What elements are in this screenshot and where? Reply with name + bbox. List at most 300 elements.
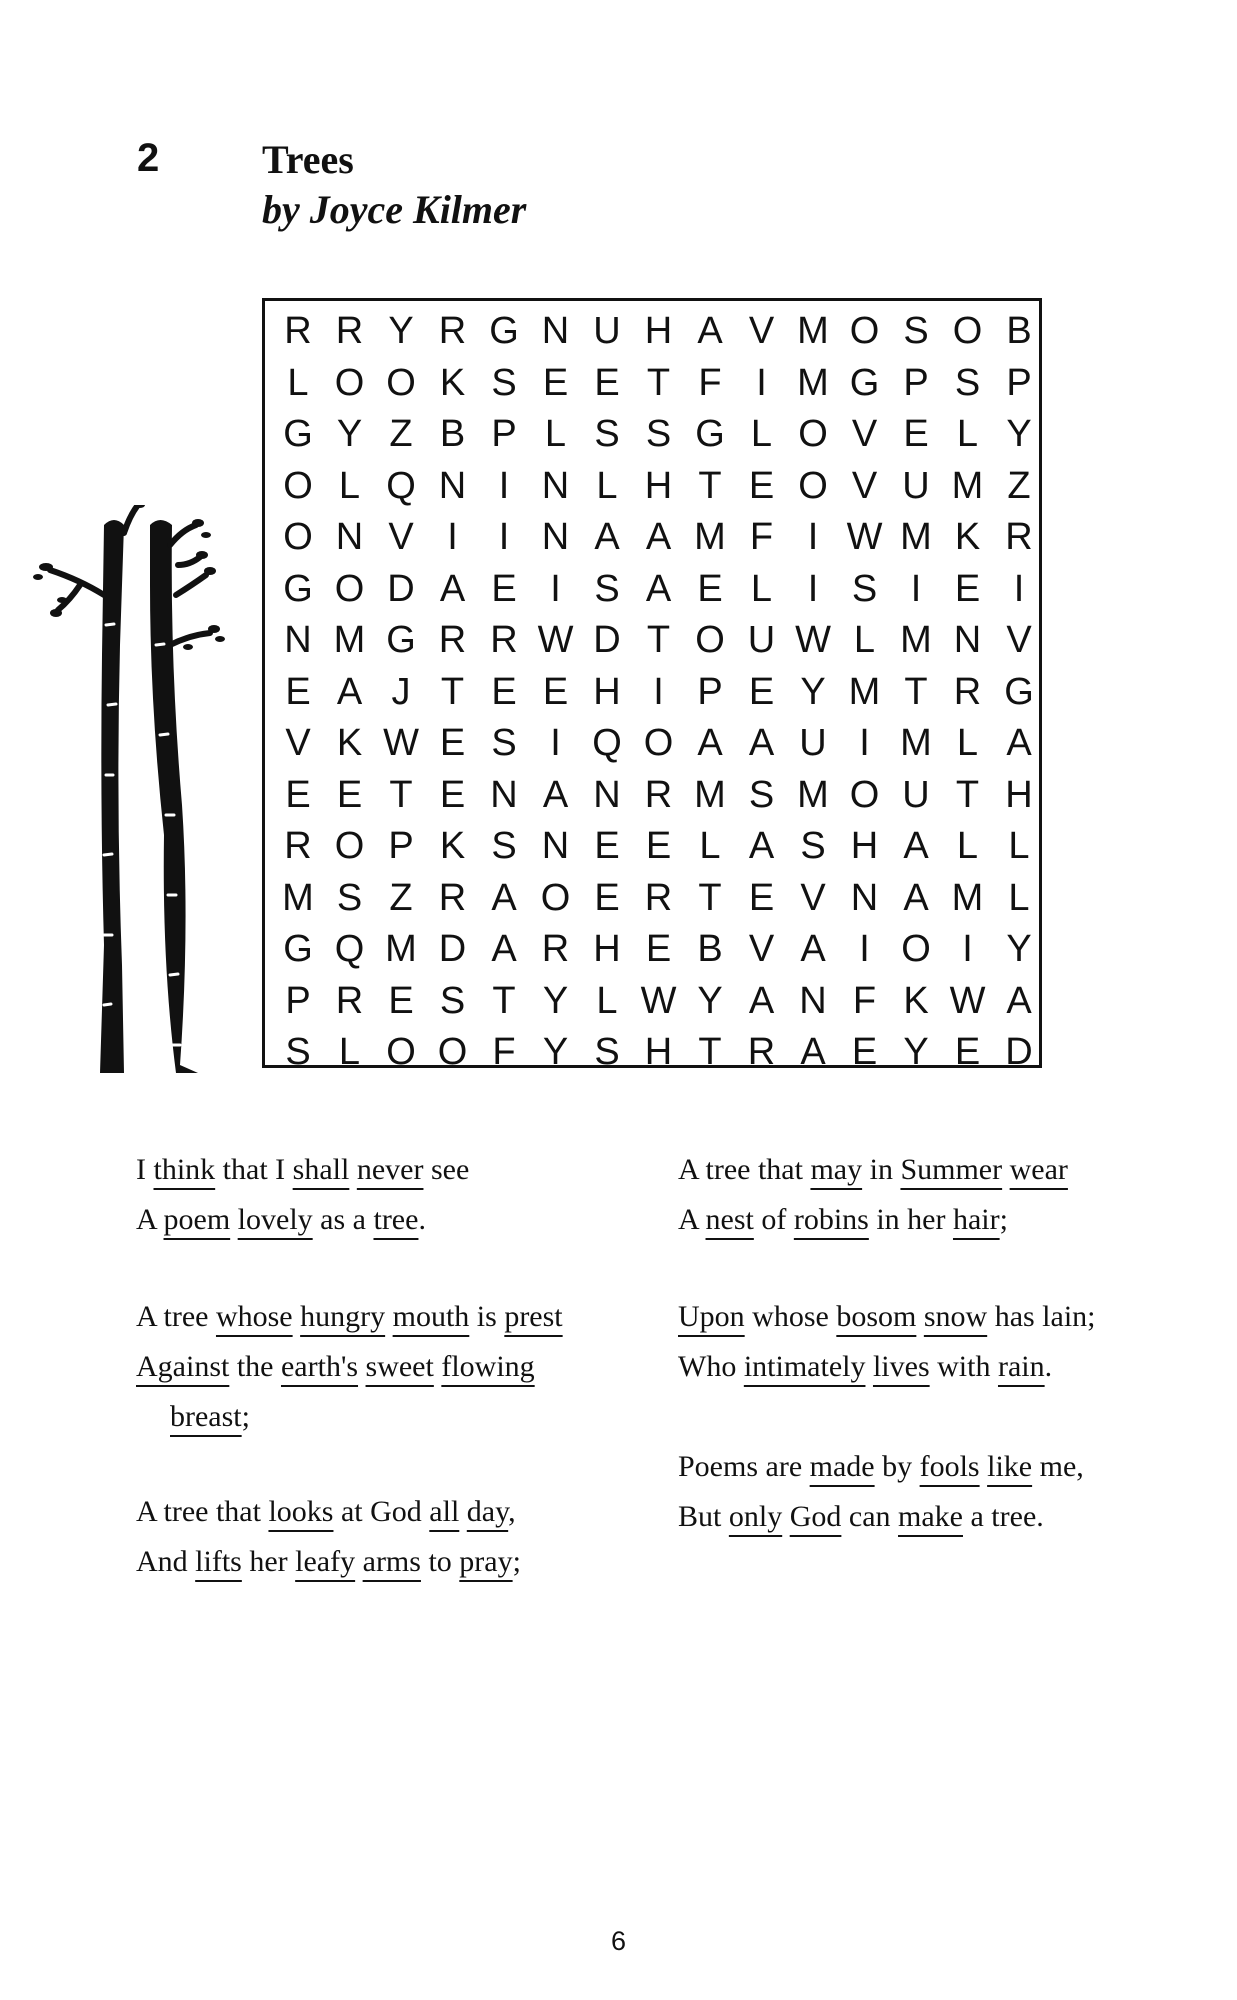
grid-cell: L — [596, 979, 618, 1022]
grid-cell: L — [338, 1031, 361, 1073]
stanza-3 — [136, 1487, 521, 1587]
grid-cell: N — [541, 310, 570, 352]
grid-cell: A — [645, 567, 672, 610]
grid-cell: R — [438, 876, 467, 919]
poem-line: A poem lovely as a tree. — [136, 1203, 426, 1236]
grid-cell: R — [438, 619, 467, 661]
grid-cell: E — [388, 979, 414, 1022]
grid-cell: R — [284, 825, 312, 867]
grid-cell: H — [593, 928, 621, 970]
hidden-word: made — [809, 1450, 875, 1483]
grid-cell: R — [644, 876, 673, 919]
grid-cell: R — [284, 310, 312, 352]
grid-row — [265, 460, 1039, 512]
grid-cell: E — [594, 876, 620, 919]
grid-row — [265, 820, 1039, 872]
grid-cell: A — [903, 876, 929, 919]
grid-cell: W — [795, 619, 831, 661]
grid-cell: U — [747, 619, 776, 661]
grid-cell: Y — [388, 310, 414, 352]
grid-cell: M — [333, 619, 366, 661]
grid-cell: E — [336, 773, 363, 816]
grid-cell: V — [285, 722, 311, 764]
grid-cell: G — [849, 361, 880, 404]
grid-cell: M — [694, 773, 726, 816]
grid-cell: E — [645, 928, 672, 970]
hidden-word: make — [898, 1500, 963, 1533]
grid-cell: G — [1004, 670, 1034, 713]
hidden-word: hair — [952, 1203, 1000, 1236]
grid-cell: V — [388, 516, 414, 558]
grid-cell: S — [594, 1031, 620, 1073]
grid-cell: V — [851, 464, 878, 507]
grid-cell: H — [644, 1031, 673, 1073]
grid-cell: N — [335, 516, 364, 558]
grid-cell: M — [951, 876, 984, 919]
grid-cell: D — [1005, 1031, 1033, 1073]
hidden-word: rain — [997, 1350, 1045, 1383]
grid-cell: E — [748, 464, 775, 507]
grid-cell: A — [1006, 979, 1032, 1022]
stanza-4 — [678, 1145, 1068, 1245]
grid-cell: I — [550, 567, 561, 610]
grid-cell: E — [645, 825, 672, 867]
grid-cell: N — [438, 464, 467, 507]
hidden-word: poem — [163, 1203, 231, 1236]
grid-cell: S — [491, 361, 517, 404]
grid-cell: E — [594, 825, 620, 867]
grid-cell: O — [334, 361, 365, 404]
grid-cell: P — [285, 979, 311, 1022]
grid-cell: V — [1006, 619, 1032, 661]
grid-cell: D — [438, 928, 467, 970]
grid-cell: S — [285, 1031, 311, 1073]
page-number: 6 — [610, 1926, 627, 1956]
grid-cell: E — [851, 1031, 878, 1073]
grid-cell: A — [748, 825, 775, 867]
grid-cell: W — [640, 979, 677, 1022]
grid-cell: M — [848, 670, 881, 713]
hidden-word: God — [789, 1500, 842, 1533]
hidden-word: shall — [292, 1153, 350, 1186]
grid-cell: E — [542, 361, 569, 404]
grid-cell: F — [749, 516, 774, 558]
grid-cell: L — [338, 464, 361, 507]
grid-cell: T — [646, 619, 671, 661]
grid-cell: R — [438, 310, 467, 352]
grid-cell: L — [544, 413, 567, 455]
poem-line: A tree that may in Summer wear — [678, 1153, 1068, 1186]
hidden-word: Against — [136, 1350, 230, 1383]
grid-cell: O — [386, 1031, 416, 1073]
grid-cell: Q — [386, 464, 416, 507]
grid-cell: V — [748, 928, 775, 970]
grid-cell: A — [542, 773, 569, 816]
poem-line: Against the earth's sweet flowing — [136, 1350, 535, 1383]
poem-title: Trees — [262, 137, 354, 182]
grid-cell: N — [541, 464, 570, 507]
grid-cell: E — [285, 773, 311, 816]
grid-cell: L — [956, 722, 979, 764]
grid-cell: L — [1008, 876, 1030, 919]
grid-cell: A — [645, 516, 672, 558]
grid-cell: N — [490, 773, 518, 816]
grid-cell: M — [797, 361, 829, 404]
grid-cell: T — [698, 1031, 722, 1073]
grid-cell: A — [594, 516, 620, 558]
grid-cell: K — [903, 979, 929, 1022]
poem-line: I think that I shall never see — [136, 1153, 470, 1186]
grid-cell: R — [335, 979, 364, 1022]
grid-cell: S — [748, 773, 775, 816]
grid-cell: W — [846, 516, 883, 558]
birch-trees-icon — [20, 505, 250, 1075]
grid-cell: P — [388, 825, 414, 867]
poem-line: A nest of robins in her hair; — [678, 1203, 1008, 1236]
hidden-word: robins — [793, 1203, 869, 1236]
grid-cell: M — [951, 464, 984, 507]
grid-cell: Z — [1007, 464, 1031, 507]
hidden-word: arms — [362, 1545, 421, 1578]
grid-cell: E — [439, 773, 466, 816]
hidden-word: nest — [705, 1203, 754, 1236]
grid-cell: S — [594, 413, 620, 455]
grid-cell: O — [849, 773, 880, 816]
grid-cell: L — [956, 413, 979, 455]
poem-line: Who intimately lives with rain. — [678, 1350, 1053, 1383]
grid-cell: T — [646, 361, 671, 404]
hidden-word: breast — [170, 1400, 242, 1433]
grid-cell: R — [1005, 516, 1033, 558]
grid-cell: N — [541, 516, 570, 558]
grid-cell: M — [797, 310, 829, 352]
grid-cell: O — [695, 619, 725, 661]
grid-cell: A — [336, 670, 363, 713]
grid-cell: W — [383, 722, 419, 764]
hidden-word: Upon — [678, 1300, 745, 1333]
hidden-word: whose — [215, 1300, 293, 1333]
grid-cell: E — [903, 413, 929, 455]
grid-cell: W — [949, 979, 986, 1022]
grid-cell: G — [283, 567, 313, 610]
grid-cell: L — [956, 825, 979, 867]
grid-row — [265, 923, 1039, 975]
grid-row — [265, 511, 1039, 563]
grid-cell: I — [447, 516, 458, 558]
hidden-word: only — [728, 1500, 783, 1533]
grid-cell: R — [490, 619, 518, 661]
puzzle-number: 2 — [137, 136, 160, 180]
grid-cell: A — [1006, 722, 1032, 764]
grid-row — [265, 614, 1039, 666]
grid-cell: I — [807, 516, 819, 558]
grid-cell: T — [904, 670, 928, 713]
grid-cell: L — [750, 567, 773, 610]
grid-cell: Q — [592, 722, 622, 764]
grid-cell: D — [387, 567, 415, 610]
grid-cell: M — [282, 876, 314, 919]
grid-cell: N — [284, 619, 312, 661]
grid-cell: Y — [1006, 928, 1032, 970]
grid-cell: H — [1005, 773, 1033, 816]
grid-cell: A — [748, 722, 775, 764]
grid-cell: B — [439, 413, 466, 455]
hidden-word: earth's — [280, 1350, 359, 1383]
grid-cell: S — [491, 825, 517, 867]
grid-cell: H — [644, 464, 673, 507]
grid-cell: L — [750, 413, 773, 455]
hidden-word: lives — [872, 1350, 930, 1383]
grid-cell: Y — [542, 979, 569, 1022]
grid-cell: A — [800, 1031, 826, 1073]
grid-cell: Q — [334, 928, 365, 970]
grid-cell: E — [954, 567, 981, 610]
hidden-word: leafy — [295, 1545, 356, 1578]
grid-cell: O — [334, 825, 365, 867]
hidden-word: prest — [504, 1300, 563, 1333]
grid-cell: O — [283, 516, 313, 558]
grid-cell: O — [334, 567, 365, 610]
grid-cell: B — [697, 928, 723, 970]
grid-cell: Z — [389, 876, 413, 919]
grid-cell: S — [851, 567, 878, 610]
grid-cell: K — [439, 361, 466, 404]
grid-cell: I — [807, 567, 819, 610]
hidden-word: lifts — [195, 1545, 242, 1578]
grid-cell: E — [285, 670, 311, 713]
stanza-5 — [678, 1292, 1096, 1392]
grid-cell: T — [389, 773, 413, 816]
grid-cell: R — [747, 1031, 776, 1073]
hidden-word: may — [810, 1153, 863, 1186]
grid-cell: T — [955, 773, 980, 816]
grid-row — [265, 357, 1039, 409]
grid-cell: W — [537, 619, 574, 661]
poem-author: by Joyce Kilmer — [262, 187, 527, 232]
grid-cell: E — [697, 567, 723, 610]
grid-cell: J — [391, 670, 411, 713]
grid-cell: T — [698, 464, 722, 507]
grid-cell: R — [953, 670, 982, 713]
hidden-word: flowing — [441, 1350, 535, 1383]
grid-cell: Y — [542, 1031, 569, 1073]
grid-cell: I — [653, 670, 664, 713]
hidden-word: bosom — [836, 1300, 917, 1333]
grid-cell: Y — [800, 670, 826, 713]
grid-cell: Y — [903, 1031, 929, 1073]
grid-cell: S — [491, 722, 517, 764]
grid-cell: K — [336, 722, 363, 764]
hidden-word: think — [153, 1153, 216, 1186]
hidden-word: tree — [373, 1203, 419, 1236]
grid-cell: E — [491, 567, 517, 610]
grid-cell: G — [386, 619, 416, 661]
grid-cell: L — [596, 464, 618, 507]
grid-row — [265, 563, 1039, 615]
grid-cell: O — [901, 928, 931, 970]
grid-cell: L — [699, 825, 721, 867]
grid-cell: E — [748, 670, 775, 713]
hidden-word: mouth — [392, 1300, 470, 1333]
poem-line: Poems are made by fools like me, — [678, 1450, 1084, 1483]
grid-cell: O — [952, 310, 983, 352]
stanza-6 — [678, 1442, 1084, 1542]
grid-cell: D — [593, 619, 621, 661]
grid-cell: I — [498, 464, 510, 507]
hidden-word: pray — [459, 1545, 513, 1578]
grid-cell: G — [283, 413, 313, 455]
grid-cell: P — [491, 413, 517, 455]
grid-row — [265, 769, 1039, 821]
grid-row — [265, 305, 1039, 357]
poem-line: A tree whose hungry mouth is prest — [136, 1300, 563, 1333]
hidden-word: like — [987, 1450, 1033, 1483]
hidden-word: all — [429, 1495, 460, 1528]
grid-cell: O — [643, 722, 674, 764]
grid-row — [265, 872, 1039, 924]
grid-cell: O — [798, 413, 828, 455]
grid-cell: Y — [697, 979, 723, 1022]
grid-cell: I — [550, 722, 561, 764]
grid-cell: O — [386, 361, 416, 404]
grid-cell: V — [851, 413, 878, 455]
grid-cell: I — [498, 516, 510, 558]
grid-cell: F — [492, 1031, 516, 1073]
grid-row — [265, 666, 1039, 718]
grid-cell: F — [852, 979, 877, 1022]
grid-cell: B — [1006, 310, 1032, 352]
hidden-word: lovely — [237, 1203, 313, 1236]
stanza-2 — [136, 1292, 563, 1442]
grid-cell: L — [1008, 825, 1030, 867]
grid-cell: U — [593, 310, 621, 352]
grid-cell: N — [593, 773, 621, 816]
grid-cell: H — [644, 310, 673, 352]
grid-row — [265, 975, 1039, 1027]
grid-cell: Z — [389, 413, 413, 455]
poem-line: breast; — [170, 1400, 250, 1433]
hidden-word: sweet — [365, 1350, 434, 1383]
hidden-word: never — [356, 1153, 424, 1186]
grid-cell: O — [849, 310, 880, 352]
grid-cell: A — [697, 310, 723, 352]
grid-cell: N — [541, 825, 570, 867]
grid-cell: S — [903, 310, 929, 352]
hidden-word: snow — [923, 1300, 988, 1333]
hidden-word: day — [466, 1495, 509, 1528]
grid-cell: S — [439, 979, 466, 1022]
grid-cell: E — [439, 722, 466, 764]
grid-cell: O — [437, 1031, 468, 1073]
grid-cell: N — [953, 619, 982, 661]
grid-cell: G — [489, 310, 519, 352]
grid-cell: H — [593, 670, 621, 713]
grid-cell: I — [962, 928, 973, 970]
grid-cell: N — [850, 876, 879, 919]
grid-row — [265, 1026, 1039, 1078]
grid-cell: O — [798, 464, 828, 507]
poem-line: Upon whose bosom snow has lain; — [678, 1300, 1096, 1333]
hidden-word: hungry — [300, 1300, 386, 1333]
grid-cell: M — [900, 619, 932, 661]
grid-cell: O — [540, 876, 571, 919]
grid-cell: O — [283, 464, 313, 507]
hidden-word: Summer — [900, 1153, 1003, 1186]
grid-cell: A — [697, 722, 723, 764]
grid-cell: S — [954, 361, 981, 404]
grid-row — [265, 717, 1039, 769]
grid-cell: F — [698, 361, 722, 404]
grid-cell: A — [491, 876, 517, 919]
grid-cell: A — [439, 567, 466, 610]
grid-cell: K — [439, 825, 466, 867]
grid-cell: M — [694, 516, 726, 558]
grid-cell: E — [491, 670, 517, 713]
grid-cell: R — [644, 773, 673, 816]
grid-cell: R — [335, 310, 364, 352]
grid-cell: E — [542, 670, 569, 713]
grid-cell: R — [541, 928, 570, 970]
grid-cell: L — [287, 361, 309, 404]
grid-cell: P — [903, 361, 929, 404]
grid-cell: E — [954, 1031, 981, 1073]
grid-cell: Y — [1006, 413, 1032, 455]
grid-cell: I — [859, 722, 870, 764]
grid-cell: T — [698, 876, 722, 919]
grid-cell: S — [594, 567, 620, 610]
grid-row — [265, 408, 1039, 460]
poem-line: And lifts her leafy arms to pray; — [136, 1545, 521, 1578]
grid-cell: I — [756, 361, 767, 404]
grid-cell: A — [491, 928, 517, 970]
grid-cell: S — [800, 825, 826, 867]
grid-cell: M — [385, 928, 417, 970]
grid-cell: I — [910, 567, 922, 610]
hidden-word: wear — [1009, 1153, 1068, 1186]
hidden-word: intimately — [743, 1350, 866, 1383]
grid-cell: P — [697, 670, 723, 713]
grid-cell: Y — [336, 413, 363, 455]
grid-cell: T — [440, 670, 465, 713]
grid-cell: E — [748, 876, 775, 919]
grid-cell: G — [695, 413, 725, 455]
grid-cell: A — [800, 928, 826, 970]
hidden-word: fools — [919, 1450, 980, 1483]
grid-cell: S — [645, 413, 672, 455]
poem-line: A tree that looks at God all day, — [136, 1495, 516, 1528]
grid-cell: U — [902, 464, 930, 507]
poem-line: But only God can make a tree. — [678, 1500, 1044, 1533]
grid-cell: V — [748, 310, 775, 352]
grid-cell: H — [850, 825, 879, 867]
grid-cell: L — [853, 619, 876, 661]
grid-cell: A — [748, 979, 775, 1022]
grid-cell: T — [492, 979, 516, 1022]
grid-cell: G — [283, 928, 313, 970]
grid-cell: P — [1006, 361, 1032, 404]
grid-cell: U — [902, 773, 930, 816]
grid-cell: K — [954, 516, 981, 558]
hidden-word: looks — [268, 1495, 334, 1528]
grid-cell: V — [800, 876, 826, 919]
grid-cell: I — [1013, 567, 1025, 610]
grid-cell: M — [900, 516, 932, 558]
grid-cell: N — [799, 979, 827, 1022]
stanza-1 — [136, 1145, 469, 1245]
grid-cell: S — [336, 876, 363, 919]
grid-cell: A — [903, 825, 929, 867]
grid-cell: M — [797, 773, 829, 816]
